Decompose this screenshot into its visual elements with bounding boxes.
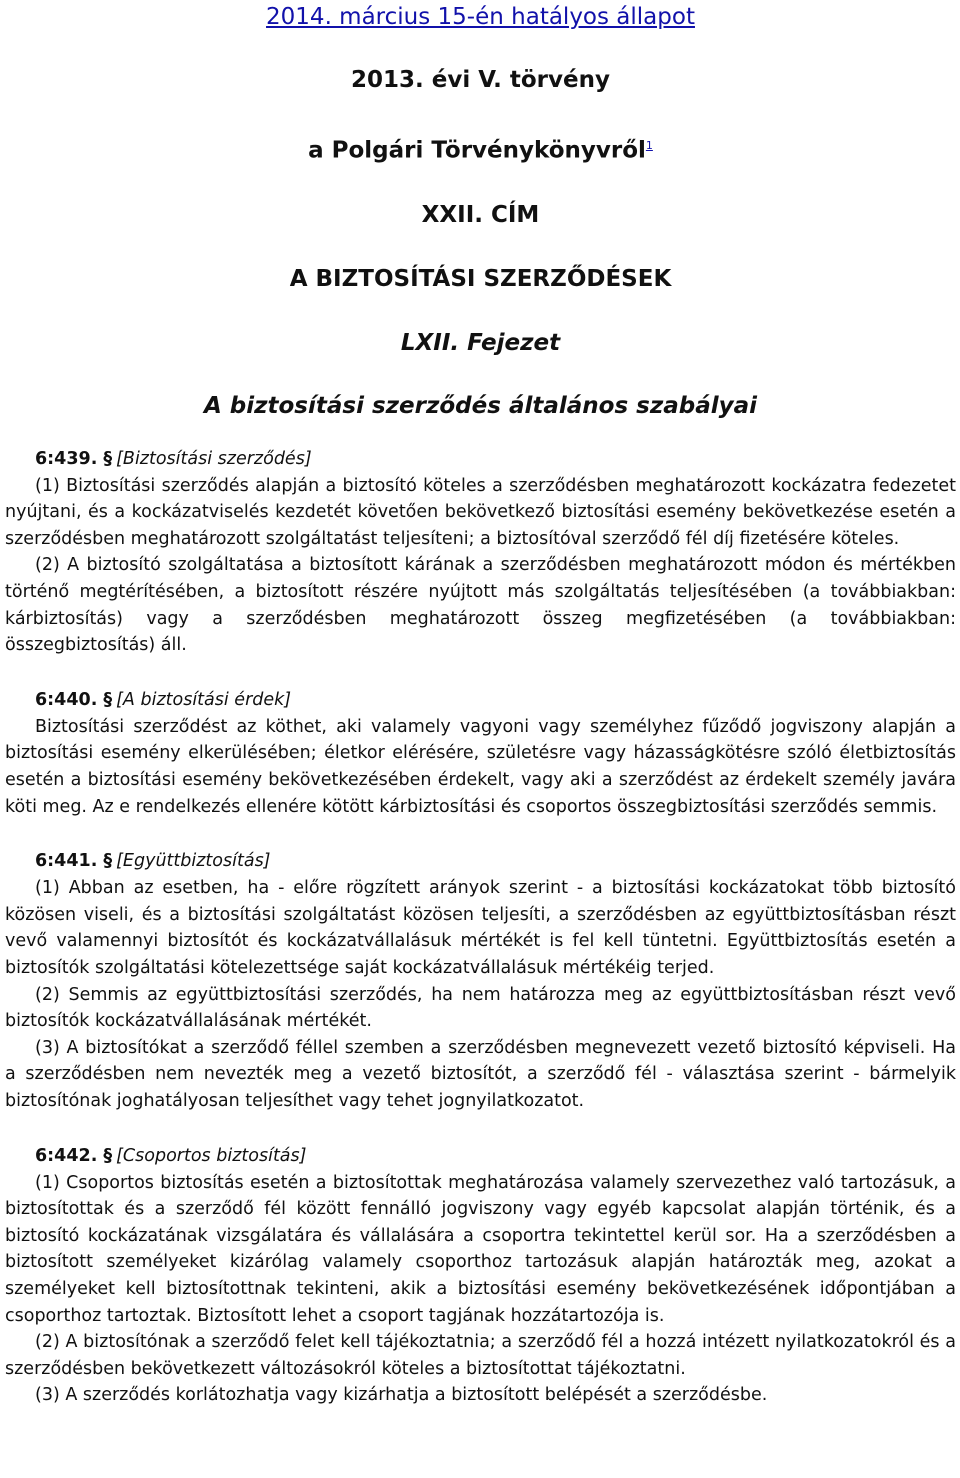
cim-title: A BIZTOSÍTÁSI SZERZŐDÉSEK [289, 265, 672, 292]
law-number: 2013. évi V. törvény [351, 67, 610, 93]
section-6-439 [5, 446, 956, 659]
paragraph: (1) Abban az esetben, ha - előre rögzített arányok szerint - a biztosítási kockázatokat több biztosító közösen viseli, és a biztosítási szolgáltatást közösen teljesíti, a szerződésben az együttbiztosításban részt vevő valamennyi biztosítót és kockázatvállalásuk mértékét is fel kell tüntetni. Együttbiztosítás esetén a biztosítók szolgáltatási kötelezettsége saját kockázatvállalásuk mértékéig terjed. [5, 878, 956, 978]
section-mark: § [103, 448, 113, 469]
footnote-link[interactable]: 1 [645, 139, 653, 152]
status-line [5, 0, 956, 31]
section-number: 6:441. [35, 851, 98, 872]
law-title-text: a Polgári Törvénykönyvről [308, 137, 646, 164]
section-6-442 [5, 1143, 956, 1409]
section-number: 6:440. [35, 689, 98, 710]
paragraph: (2) A biztosítónak a szerződő felet kell tájékoztatnia; a szerződő fél a hozzá intézett nyilatkozatokról és a szerződésben bekövetkezett változásokról köteles a biztosítottat tájékoztatni. [5, 1332, 956, 1379]
section-title [35, 1143, 956, 1170]
section-mark: § [103, 851, 113, 872]
section-6-440 [5, 687, 956, 820]
section-mark: § [103, 689, 113, 710]
paragraph: (2) A biztosító szolgáltatása a biztosított kárának a szerződésben meghatározott módon és mértékben történő megtérítésében, a biztosított részére nyújtott más szolgáltatás teljesítésében (a továbbiakban: kárbiztosítás) vagy a szerződésben meghatározott összeg megfizetésében (a továbbiakban: összegbiztosítás) áll. [5, 555, 956, 656]
cim-number: XXII. CÍM [421, 201, 540, 228]
paragraph: (2) Semmis az együttbiztosítási szerződés, ha nem határozza meg az együttbiztosításban részt vevő biztosítók kockázatvállalásának mértékét. [5, 984, 956, 1032]
section-name: [A biztosítási érdek] [116, 689, 292, 710]
law-title [5, 129, 956, 165]
paragraph: (3) A biztosítókat a szerződő féllel szemben a szerződésben megnevezett vezető biztosító képviseli. Ha a szerződésben nem nevezték meg a vezető biztosítót, a szerződő fél - választása szerint - bármelyik biztosítónak joghatályosan teljesíthet vagy tehet jognyilatkozatot. [5, 1037, 956, 1111]
chapter-title: A biztosítási szerződés általános szabályai [203, 392, 758, 419]
section-mark: § [103, 1145, 113, 1166]
section-number: 6:439. [35, 448, 98, 469]
section-number: 6:442. [35, 1145, 98, 1166]
section-name: [Biztosítási szerződés] [116, 448, 312, 469]
paragraph: (1) Biztosítási szerződés alapján a biztosító köteles a szerződésben meghatározott kockázatra fedezetet nyújtani, és a kockázatviselés kezdetét követően bekövetkező biztosítási esemény bekövetkezése esetén a szerződésben meghatározott szolgáltatást teljesíteni; a biztosítóval szerződő fél díj fizetésére köteles. [5, 475, 956, 549]
paragraph: Biztosítási szerződést az köthet, aki valamely vagyoni vagy személyhez fűződő jogviszony alapján a biztosítási esemény elkerülésében; életkor elérésére, születésre vagy házasságkötésre szóló életbiztosítás esetén a biztosítási esemény bekövetkezésében érdekelt, vagy aki a szerződést az érdekelt személy javára köti meg. Az e rendelkezés ellenére kötött kárbiztosítási és csoportos összegbiztosítási szerződés semmis. [5, 716, 956, 817]
chapter-number: LXII. Fejezet [400, 329, 561, 356]
section-title [35, 446, 956, 473]
section-title [35, 848, 956, 875]
section-name: [Együttbiztosítás] [116, 851, 271, 872]
section-6-441 [5, 848, 956, 1114]
paragraph: (3) A szerződés korlátozhatja vagy kizárhatja a biztosított belépését a szerződésbe. [35, 1385, 768, 1406]
paragraph: (1) Csoportos biztosítás esetén a biztosítottak meghatározása valamely szervezethez való tartozásuk, a biztosítottak és a szerződő fél között fennálló jogviszony vagy egyéb kapcsolat alapján történik, és a biztosító kockázatának vizsgálatára és vállalására a csoportra tekintettel kerül sor. Ha a szerződésben a biztosított személyeket kizárólag valamely csoporthoz tartozásuk alapján határozták meg, azokat a személyeket kell biztosítottnak tekinteni, akik a biztosítási esemény bekövetkezésének időpontjában a csoporthoz tartoztak. Biztosított lehet a csoport tagjának hozzátartozója is. [5, 1172, 956, 1326]
section-title [35, 687, 956, 714]
section-name: [Csoportos biztosítás] [116, 1145, 307, 1166]
status-link[interactable]: 2014. március 15-én hatályos állapot [266, 4, 695, 30]
